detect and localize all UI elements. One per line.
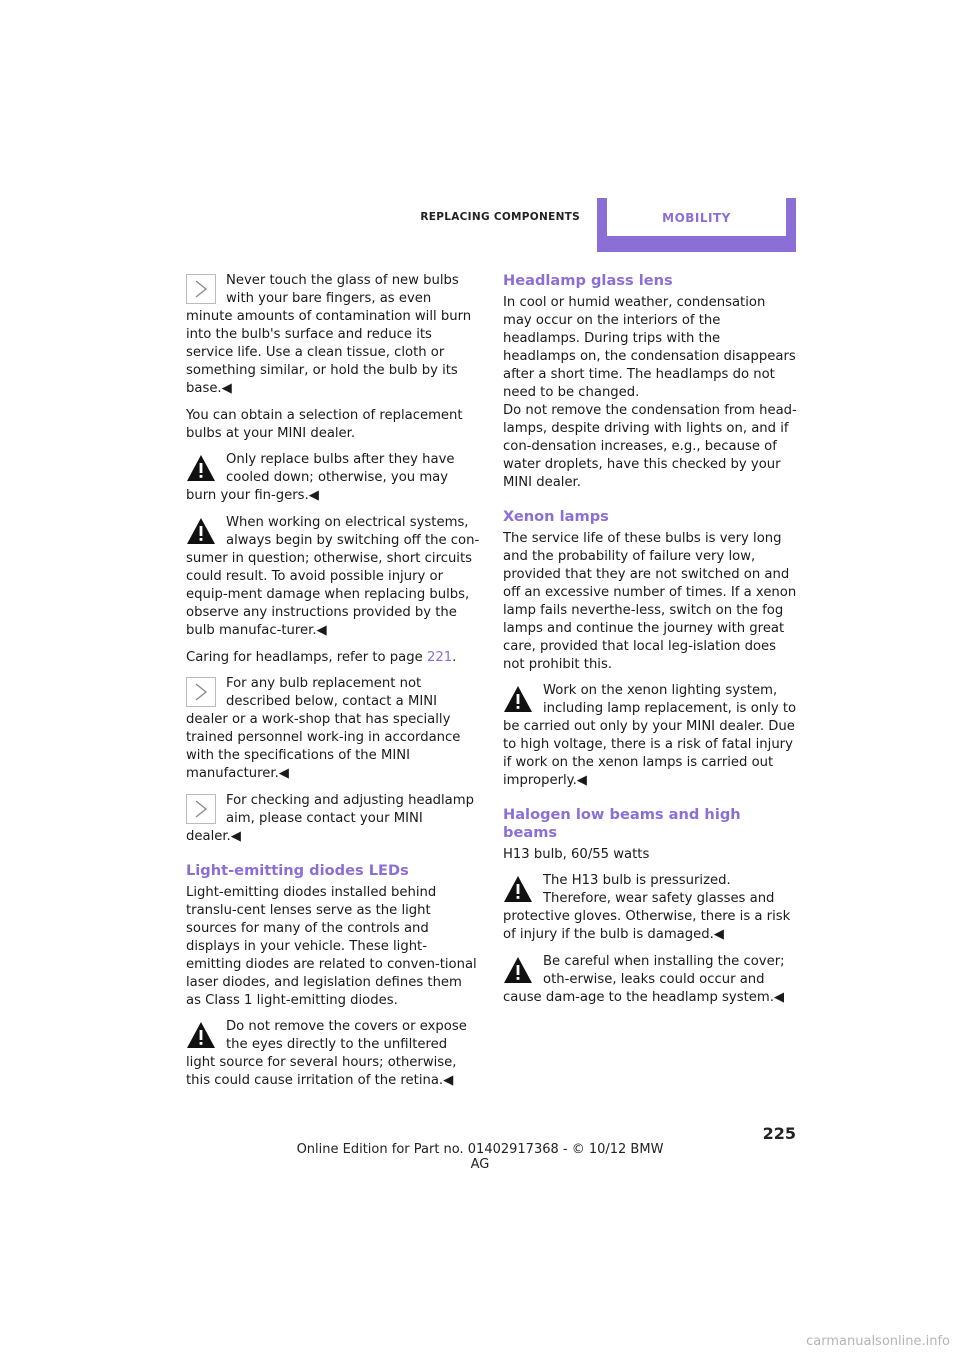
note-headlamp-aim-text: For checking and adjusting headlamp aim, please contact your MINI dealer.◀ [186,793,474,844]
warning-triangle-icon [503,955,533,985]
warning-triangle-icon [186,1020,216,1050]
note-bulb-glass-text: Never touch the glass of new bulbs with your bare fingers, as even minute amounts of contamination will burn into the bulb's surface and reduce its service life. Use a clean tissue, cloth or something similar, or hold the bulb by its base.◀ [186,273,472,396]
para-caring-headlamps [186,649,480,667]
para-caring-prefix: Caring for headlamps, refer to page [186,650,427,665]
note-arrow-icon [186,794,216,824]
warning-cover-text: Be careful when installing the cover; oth-erwise, leaks could occur and cause dam-age to the headlamp system.◀ [503,954,785,1005]
heading-leds: Light-emitting diodes LEDs [186,862,409,879]
footer-edition: Online Edition for Part no. 01402917368 - © 10/12 BMW AG [296,1142,664,1172]
warning-triangle-icon [503,874,533,904]
warning-cover [503,953,797,1007]
warning-electrical [186,514,480,640]
warning-triangle-icon [186,453,216,483]
warning-xenon-text: Work on the xenon lighting system, including lamp replacement, is only to be carried out only by your MINI dealer. Due to high voltage, there is a risk of fatal injury if work on the xenon lamps is carried out improperly.◀ [503,683,797,788]
heading-halogen: Halogen low beams and high beams [503,806,741,841]
warning-cooled-text: Only replace bulbs after they have cooled down; otherwise, you may burn your fin-gers.◀ [186,452,455,503]
note-arrow-icon [186,677,216,707]
warning-electrical-text: When working on electrical systems, always begin by switching off the con-sumer in question; otherwise, short circuits could result. To avoid possible injury or equip-ment damage when replacing bulbs, observe any instructions provided by the bulb manufac-turer.◀ [186,515,480,638]
header-chapter-label: MOBILITY [607,198,786,236]
para-replacement-bulbs: You can obtain a selection of replacement bulbs at your MINI dealer. [186,408,463,441]
warning-cooled [186,451,480,505]
left-column [186,272,480,1099]
warning-h13 [503,872,797,944]
para-leds: Light-emitting diodes installed behind translu-cent lenses serve as the light sources for many of the controls and displays in your vehicle. These light-emitting diodes are related to conven-tional laser diodes, and legislation defines them as Class 1 light-emitting diodes. [186,885,477,1008]
para-glass-remove: Do not remove the condensation from head-lamps, despite driving with lights on, and if con-densation increases, e.g., because of water droplets, have this checked by your MINI dealer. [503,403,797,490]
page-link-221[interactable]: 221 [426,650,453,665]
para-halogen: H13 bulb, 60/55 watts [503,847,650,862]
warning-leds [186,1018,480,1090]
note-arrow-icon [186,274,216,304]
note-headlamp-aim [186,792,480,846]
para-xenon: The service life of these bulbs is very long and the probability of failure very low, provided that they are not switched on and off an excessive number of times. If a xenon lamp fails neverthe-less, switch on the fog lamps and continue the journey with great care, provided that local leg-islation does not prohibit this. [503,531,797,672]
note-bulb-glass [186,272,480,398]
right-column [503,272,797,1016]
heading-headlamp-glass: Headlamp glass lens [503,272,673,289]
warning-leds-text: Do not remove the covers or expose the eyes directly to the unfiltered light source for several hours; otherwise, this could cause irritation of the retina.◀ [186,1019,467,1088]
page-number: 225 [762,1124,796,1143]
heading-xenon: Xenon lamps [503,508,609,525]
warning-triangle-icon [503,684,533,714]
header-section-title: REPLACING COMPONENTS [420,211,580,223]
header-chapter-tab [597,198,796,252]
warning-h13-text: The H13 bulb is pressurized. Therefore, wear safety glasses and protective gloves. Otherwise, there is a risk of injury if the bulb is damaged.◀ [503,873,791,942]
watermark: carmanualsonline.info [806,1334,950,1349]
warning-xenon [503,682,797,790]
note-bulb-not-described [186,675,480,783]
para-caring-suffix: . [452,650,457,665]
warning-triangle-icon [186,516,216,546]
para-glass-condensation: In cool or humid weather, condensation may occur on the interiors of the headlamps. During trips with the headlamps on, the condensation disappears after a short time. The headlamps do not need to be changed. [503,295,796,400]
note-bulb-not-described-text: For any bulb replacement not described below, contact a MINI dealer or a work-shop that has specially trained personnel work-ing in accordance with the specifications of the MINI manufacturer.◀ [186,676,461,781]
